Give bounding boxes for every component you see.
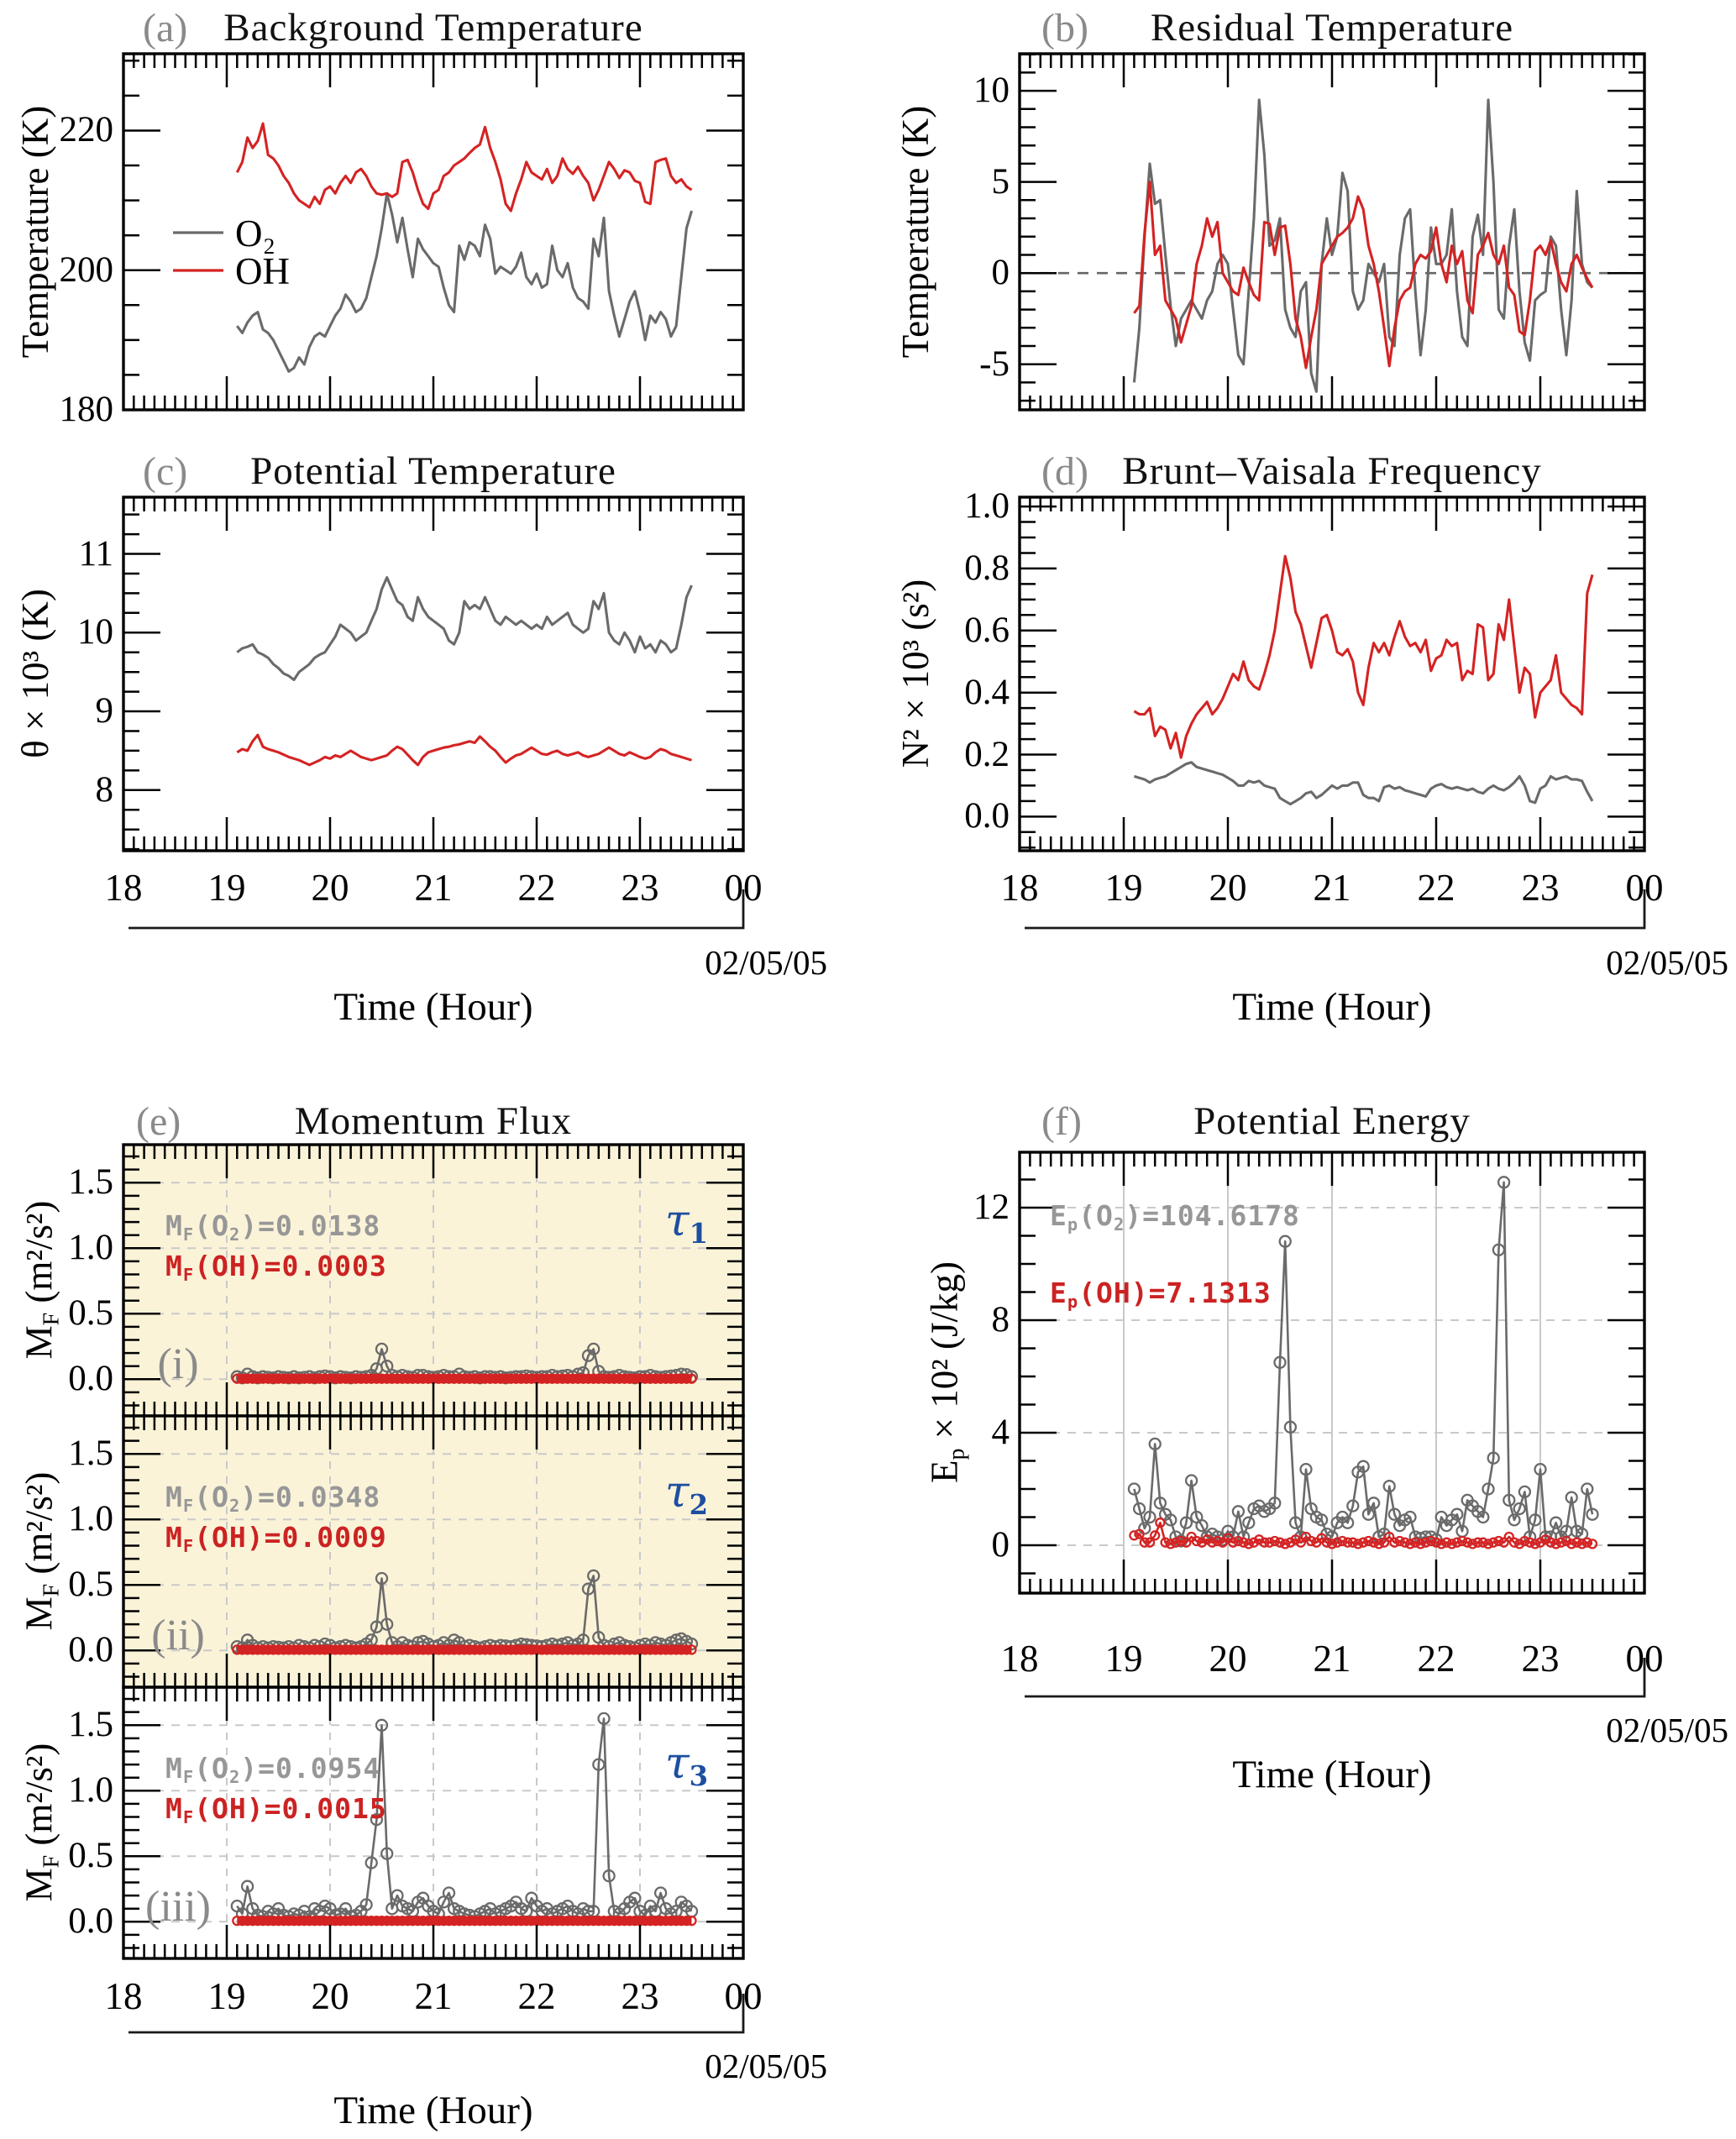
x-tick-label: 23 [1521,1638,1560,1680]
panel-letter-e: (e) [136,1099,181,1144]
date-label-cd-left: 02/05/05 [705,943,827,982]
y-axis-label-e2: $M_F$ (m²/s²) [18,1471,65,1631]
panel-title-e: Momentum Flux [294,1099,573,1143]
x-tick-label: 22 [1417,1638,1455,1680]
y-tick-label: 0.0 [68,1901,113,1942]
y-tick-label: 0 [991,253,1010,293]
y-tick-label: 1.5 [68,1705,113,1745]
y-tick-label: 1.0 [68,1770,113,1811]
y-tick-label: 4 [991,1413,1010,1453]
x-tick-label: 22 [1417,867,1455,909]
y-axis-label-c: θ × 10³ (K) [14,589,56,758]
panel-letter-b: (b) [1041,6,1088,50]
o2-line [1134,763,1592,805]
x-tick-label: 22 [517,867,556,909]
x-tick-label: 21 [414,1975,453,2017]
y-tick-label: 0.8 [964,548,1010,588]
x-tick-label: 00 [1625,867,1664,909]
y-tick-label: 8 [991,1300,1010,1340]
y-tick-label: 0.2 [964,734,1010,774]
time-axis-label-d: Time (Hour) [1232,985,1432,1029]
tau3-label: $\tau_3$ [664,1738,709,1793]
y-tick-label: 0 [991,1525,1010,1565]
x-tick-label: 23 [1521,867,1560,909]
panel-letter-f: (f) [1041,1099,1082,1144]
panel-title-d: Brunt–Vaisala Frequency [1122,449,1542,493]
mf-o2-annotation-tau3: $M_F(O_2)=0.0954$ [165,1752,381,1787]
oh-line [237,123,691,211]
y-tick-label: 1.0 [68,1228,113,1268]
axis-ticks [123,497,743,851]
x-tick-label: 19 [1104,1638,1143,1680]
y-axis-label-d: N² × 10³ (s²) [894,579,936,768]
x-tick-label: 18 [104,1975,143,2017]
y-tick-label: 0.5 [68,1565,113,1605]
x-tick-label: 20 [311,867,349,909]
y-tick-label: 9 [95,691,113,731]
panel-letter-c: (c) [143,449,188,494]
panel-letter-a: (a) [143,6,188,50]
y-tick-label: 1.5 [68,1162,113,1203]
panel-title-f: Potential Energy [1193,1099,1471,1143]
x-tick-label: 00 [724,867,763,909]
panel-title-b: Residual Temperature [1150,6,1514,50]
x-tick-label: 18 [1000,867,1039,909]
mf-oh-annotation-tau1: $M_F(OH)=0.0003$ [165,1250,387,1285]
date-label-cd-right: 02/05/05 [1606,943,1728,982]
tau1-label: $\tau_1$ [664,1196,709,1250]
subpanel-label-ii: (ii) [151,1612,205,1659]
y-tick-label: 0.5 [68,1293,113,1334]
panel-letter-d: (d) [1041,449,1088,494]
x-tick-label: 23 [621,867,659,909]
y-tick-label: 0.0 [68,1359,113,1399]
x-tick-label: 22 [517,1975,556,2017]
mf-o2-annotation-tau2: $M_F(O_2)=0.0348$ [165,1481,381,1516]
legend-label-o2: O₂ [235,212,276,254]
o2-line [237,578,691,680]
y-tick-label: -5 [979,343,1010,384]
y-tick-label: 8 [95,769,113,810]
y-tick-label: 10 [973,71,1010,111]
panel-title-a: Background Temperature [223,6,643,50]
x-tick-label: 23 [621,1975,659,2017]
panel-title-c: Potential Temperature [250,449,616,493]
date-label-e: 02/05/05 [705,2047,827,2085]
x-tick-label: 00 [724,1975,763,2017]
legend-label-oh: OH [235,250,290,292]
ep-oh-annotation: $E_p(OH)=7.1313$ [1050,1277,1272,1312]
tau2-label: $\tau_2$ [664,1467,709,1522]
oh-line [1134,556,1592,758]
x-tick-label: 18 [104,867,143,909]
y-axis-label-a: Temperature (K) [14,105,56,359]
oh-line [237,735,691,765]
y-tick-label: 12 [973,1187,1010,1227]
mf-oh-annotation-tau2: $M_F(OH)=0.0009$ [165,1521,387,1556]
x-tick-label: 20 [311,1975,349,2017]
y-tick-label: 0.6 [964,610,1010,650]
time-axis-label-c: Time (Hour) [333,985,533,1029]
x-tick-label: 21 [1313,867,1351,909]
x-tick-label: 18 [1000,1638,1039,1680]
x-tick-label: 00 [1625,1638,1664,1680]
x-tick-label: 21 [1313,1638,1351,1680]
y-tick-label: 180 [59,390,113,429]
o2-line [237,193,691,371]
y-axis-label-b: Temperature (K) [894,105,936,359]
y-tick-label: 220 [59,110,113,150]
y-tick-label: 5 [991,161,1010,202]
y-tick-label: 200 [59,249,113,290]
subpanel-label-i: (i) [157,1340,199,1388]
panel-frame [123,497,743,851]
x-tick-label: 19 [1104,867,1143,909]
y-tick-label: 0.4 [964,672,1010,712]
panel-frame [1020,54,1644,410]
x-tick-label: 19 [207,867,246,909]
y-axis-label-f: $E_p \times 10^2$ (J/kg) [923,1261,970,1484]
y-tick-label: 1.0 [964,486,1010,527]
x-tick-label: 20 [1209,867,1247,909]
y-axis-label-e3: $M_F$ (m²/s²) [18,1743,65,1902]
date-label-f: 02/05/05 [1606,1711,1728,1749]
x-tick-label: 20 [1209,1638,1247,1680]
time-axis-label-f: Time (Hour) [1232,1753,1432,1796]
y-tick-label: 11 [78,533,113,574]
mf-oh-annotation-tau3: $M_F(OH)=0.0015$ [165,1792,387,1827]
x-tick-label: 21 [414,867,453,909]
y-tick-label: 0.5 [68,1836,113,1876]
axis-ticks [1020,54,1644,410]
x-tick-label: 19 [207,1975,246,2017]
y-tick-label: 1.5 [68,1434,113,1474]
ep-o2-annotation: $E_p(O_2)=104.6178$ [1050,1199,1300,1235]
y-tick-label: 0.0 [68,1630,113,1670]
y-tick-label: 10 [77,612,113,653]
y-tick-label: 0.0 [964,796,1010,836]
y-axis-label-e1: $M_F$ (m²/s²) [18,1200,65,1360]
mf-o2-annotation-tau1: $M_F(O_2)=0.0138$ [165,1209,381,1245]
subpanel-label-iii: (iii) [145,1883,211,1931]
y-tick-label: 1.0 [68,1499,113,1539]
time-axis-label-e: Time (Hour) [333,2089,533,2132]
